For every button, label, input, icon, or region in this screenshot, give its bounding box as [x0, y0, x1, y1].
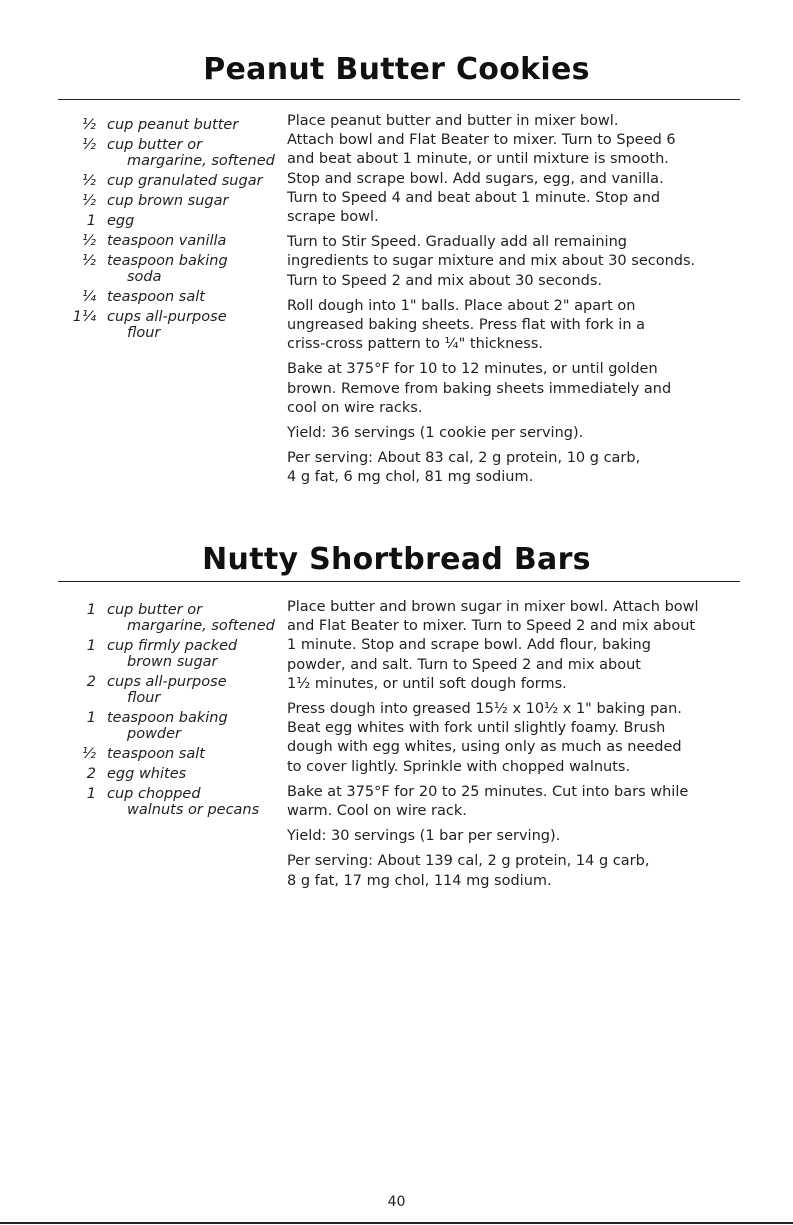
ingredient-quantity: 1 — [86, 786, 96, 802]
ingredient-quantity: ¹⁄₂ — [81, 193, 96, 209]
direction-paragraph: Yield: 30 servings (1 bar per serving). — [287, 828, 561, 845]
ingredient-text: cup firmly packed — [107, 638, 238, 654]
ingredient-quantity: ¹⁄₂ — [81, 746, 96, 762]
ingredient-text: cups all-purpose — [107, 309, 227, 325]
ingredient-text-continued: walnuts or pecans — [127, 802, 260, 818]
ingredient-quantity: ¹⁄₂ — [81, 137, 96, 153]
ingredient-item — [30, 746, 280, 762]
ingredient-item — [30, 710, 280, 742]
page-bottom-rule — [0, 1222, 793, 1224]
direction-paragraph: Turn to Stir Speed. Gradually add all remaining ingredients to sugar mixture and mix about 30 seconds. Turn to Speed 2 and mix about 30 seconds. — [287, 234, 696, 289]
ingredient-quantity: 1 — [86, 213, 96, 229]
ingredient-text-continued: margarine, softened — [127, 618, 275, 634]
ingredient-text: teaspoon vanilla — [107, 233, 227, 249]
ingredient-text: cup peanut butter — [107, 117, 239, 133]
ingredient-text: teaspoon salt — [107, 746, 205, 762]
recipe-title: Nutty Shortbread Bars — [202, 542, 591, 577]
direction-paragraph: Bake at 375°F for 10 to 12 minutes, or until golden brown. Remove from baking sheets immediately and cool on wire racks. — [287, 361, 672, 416]
direction-paragraph: Bake at 375°F for 20 to 25 minutes. Cut into bars while warm. Cool on wire rack. — [287, 783, 689, 820]
ingredient-list — [30, 117, 280, 345]
ingredient-quantity: 2 — [86, 766, 96, 782]
title-rule — [58, 581, 740, 582]
ingredient-text-continued: flour — [127, 325, 161, 341]
recipe-title: Peanut Butter Cookies — [203, 52, 590, 87]
ingredient-quantity: ¹⁄₂ — [81, 253, 96, 269]
ingredient-quantity: 1 — [86, 638, 96, 654]
ingredient-item — [30, 786, 280, 818]
ingredient-item — [30, 638, 280, 670]
ingredient-item — [30, 213, 280, 229]
ingredient-item — [30, 602, 280, 634]
ingredient-item — [30, 766, 280, 782]
title-rule — [58, 99, 740, 100]
ingredient-item — [30, 173, 280, 189]
ingredient-text-continued: brown sugar — [127, 654, 218, 670]
directions — [287, 598, 747, 897]
direction-paragraph: Press dough into greased 15¹⁄₂ x 10¹⁄₂ x 1" baking pan. Beat egg whites with fork until slightly foamy. Brush dough with egg whites, using only as much as needed to cover lightly. Sprinkle with chopped walnuts. — [287, 701, 682, 775]
ingredient-quantity: 1 — [86, 710, 96, 726]
ingredient-item — [30, 309, 280, 341]
direction-paragraph: Roll dough into 1" balls. Place about 2" apart on ungreased baking sheets. Press flat with fork in a criss-cross pattern to ¹⁄₄" thickness. — [287, 297, 645, 353]
ingredient-item — [30, 193, 280, 209]
directions — [287, 112, 747, 494]
ingredient-item — [30, 289, 280, 305]
ingredient-list — [30, 602, 280, 822]
direction-paragraph: Per serving: About 139 cal, 2 g protein, 14 g carb, 8 g fat, 17 mg chol, 114 mg sodium. — [287, 853, 650, 889]
ingredient-quantity: ¹⁄₄ — [81, 289, 96, 305]
direction-paragraph: Per serving: About 83 cal, 2 g protein, 10 g carb, 4 g fat, 6 mg chol, 81 mg sodium. — [287, 450, 641, 486]
ingredient-item — [30, 674, 280, 706]
ingredient-quantity: 1 — [86, 602, 96, 618]
ingredient-text: teaspoon baking — [107, 253, 228, 269]
ingredient-quantity: 1¹⁄₄ — [72, 309, 96, 325]
direction-paragraph: Yield: 36 servings (1 cookie per serving). — [287, 425, 584, 442]
ingredient-quantity: ¹⁄₂ — [81, 117, 96, 133]
ingredient-quantity: 2 — [86, 674, 96, 690]
ingredient-quantity: ¹⁄₂ — [81, 233, 96, 249]
ingredient-text-continued: margarine, softened — [127, 153, 275, 169]
direction-paragraph: Place butter and brown sugar in mixer bowl. Attach bowl and Flat Beater to mixer. Turn to Speed 2 and mix about 1 minute. Stop and scrape bowl. Add flour, baking powder, and salt. Turn to Speed 2 and mix about 1¹⁄₂ minutes, or until soft dough forms. — [287, 599, 699, 692]
page-number: 40 — [387, 1194, 406, 1210]
ingredient-text: cups all-purpose — [107, 674, 227, 690]
ingredient-quantity: ¹⁄₂ — [81, 173, 96, 189]
ingredient-text: cup butter or — [107, 602, 203, 618]
ingredient-text: egg whites — [107, 766, 187, 782]
ingredient-text: cup brown sugar — [107, 193, 229, 209]
direction-paragraph: Place peanut butter and butter in mixer bowl. Attach bowl and Flat Beater to mixer. Turn to Speed 6 and beat about 1 minute, or until mixture is smooth. Stop and scrape bowl. Add sugars, egg, and vanilla. Turn to Speed 4 and beat about 1 minute. Stop and scrape bowl. — [287, 113, 676, 226]
ingredient-text: teaspoon salt — [107, 289, 205, 305]
ingredient-text: teaspoon baking — [107, 710, 228, 726]
ingredient-text: cup granulated sugar — [107, 173, 263, 189]
ingredient-text-continued: powder — [127, 726, 182, 742]
ingredient-item — [30, 233, 280, 249]
ingredient-text: cup butter or — [107, 137, 203, 153]
ingredient-text-continued: flour — [127, 690, 161, 706]
ingredient-item — [30, 253, 280, 285]
ingredient-text: egg — [107, 213, 135, 229]
ingredient-text-continued: soda — [127, 269, 162, 285]
ingredient-item — [30, 137, 280, 169]
ingredient-text: cup chopped — [107, 786, 201, 802]
ingredient-item — [30, 117, 280, 133]
